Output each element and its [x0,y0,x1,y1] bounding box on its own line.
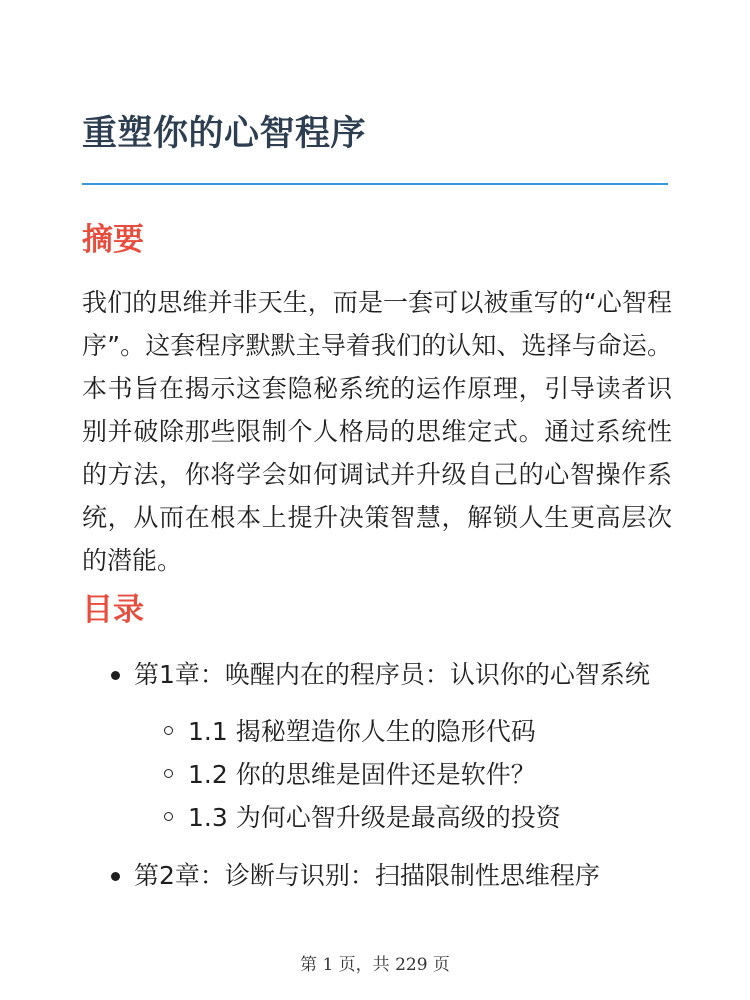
toc-section-1-2 [134,753,672,796]
toc-section-1-3 [134,796,672,839]
toc-chapter-label: 第2章：诊断与识别：扫描限制性思维程序 [134,861,600,890]
toc-section-list [134,710,672,839]
toc-chapter-1 [82,655,672,839]
summary-heading: 摘要 [82,222,144,258]
toc-section-label: 1.2 你的思维是固件还是软件？ [188,760,536,789]
toc-heading: 目录 [82,592,144,628]
summary-paragraph: 我们的思维并非天生，而是一套可以被重写的“心智程序”。这套程序默默主导着我们的认知、选择与命运。本书旨在揭示这套隐秘系统的运作原理，引导读者识别并破除那些限制个人格局的思维定式。通过系统性的方法，你将学会如何调试并升级自己的心智操作系统，从而在根本上提升决策智慧，解锁人生更高层次的潜能。 [82,288,672,575]
bullet-circle-icon [164,726,173,735]
bullet-disc-icon [111,671,120,680]
toc-section-label: 1.3 为何心智升级是最高级的投资 [188,803,561,832]
book-title: 重塑你的心智程序 [82,114,367,154]
toc-section-1-1 [134,710,672,753]
bullet-circle-icon [164,769,173,778]
table-of-contents [82,655,672,896]
bullet-circle-icon [164,812,173,821]
page-footer: 第 1 页，共 229 页 [300,955,450,975]
toc-section-label: 1.1 揭秘塑造你人生的隐形代码 [188,717,536,746]
toc-chapter-2 [82,856,672,896]
toc-chapter-label: 第1章：唤醒内在的程序员：认识你的心智系统 [134,660,650,689]
bullet-disc-icon [111,872,120,881]
title-divider [82,183,668,185]
